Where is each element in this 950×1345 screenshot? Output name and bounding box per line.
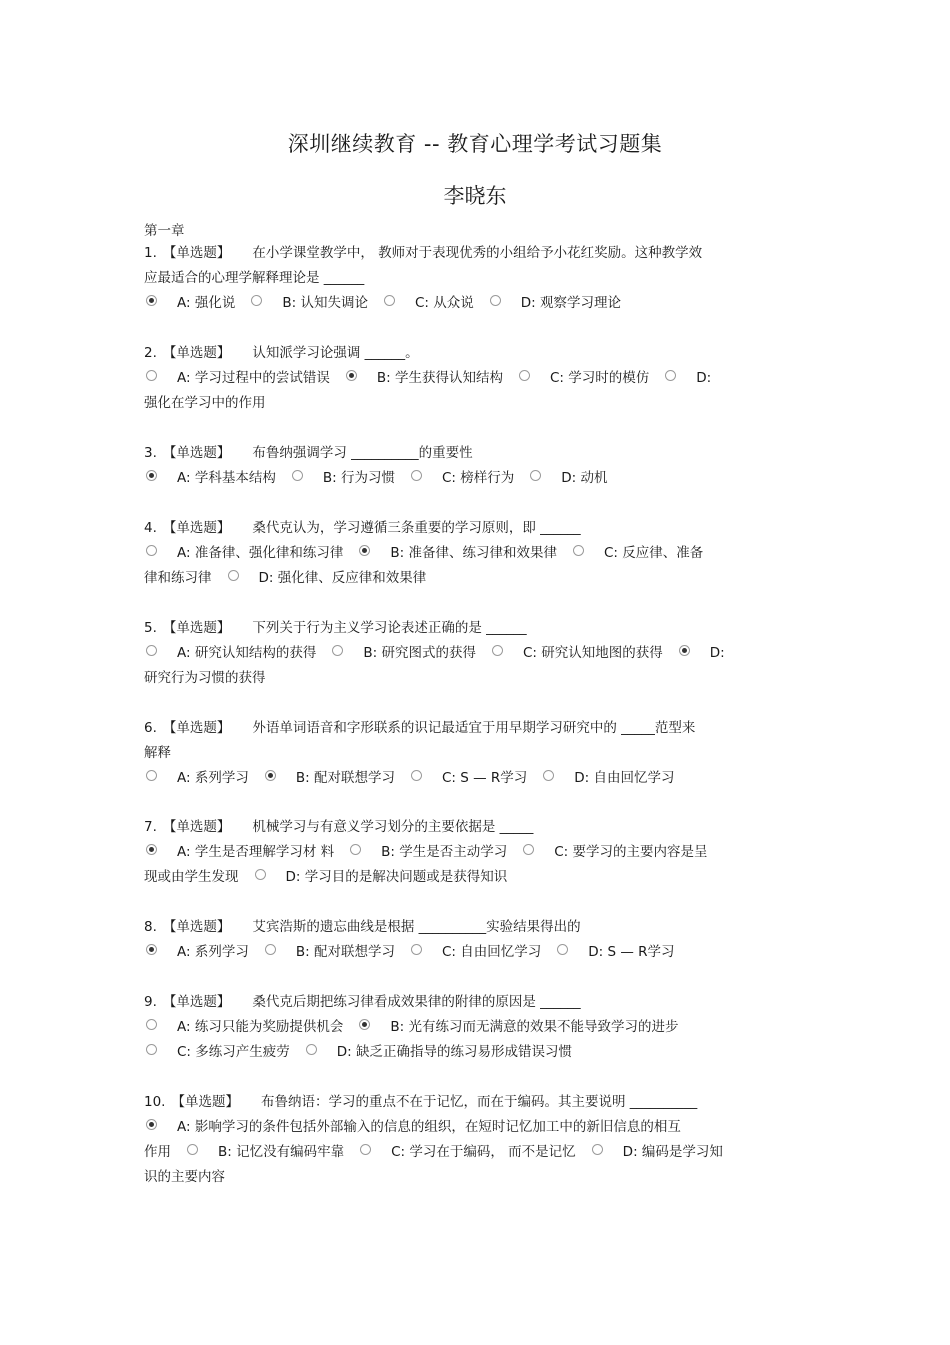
answer-radio[interactable] <box>411 770 422 781</box>
question-type: 【单选题】 <box>162 520 231 536</box>
options-line <box>144 1115 824 1140</box>
question-stem <box>144 341 824 366</box>
answer-radio[interactable] <box>146 645 157 656</box>
answer-radio[interactable] <box>265 770 276 781</box>
options-line <box>144 1140 824 1165</box>
answer-option-label: D: 观察学习理论 <box>520 295 621 311</box>
answer-option-label: D: S — R学习 <box>588 944 675 960</box>
options-line <box>144 291 824 316</box>
answer-radio[interactable] <box>251 295 262 306</box>
question-stem <box>144 990 824 1015</box>
answer-option-label: B: 准备律、练习律和效果律 <box>390 545 557 561</box>
options-line <box>144 541 824 566</box>
answer-option-label: A: 学生是否理解学习材 料 <box>177 844 335 860</box>
answer-option-label: A: 系列学习 <box>177 944 249 960</box>
question-stem <box>144 716 824 741</box>
answer-option-label: C: 学习时的模仿 <box>549 370 650 386</box>
question-type: 【单选题】 <box>162 345 231 361</box>
answer-radio[interactable] <box>146 944 157 955</box>
answer-option-label: B: 研究图式的获得 <box>363 645 476 661</box>
answer-option-label: D: <box>696 370 712 386</box>
answer-option-label: 律和练习律 <box>144 570 212 586</box>
answer-radio[interactable] <box>146 1119 157 1130</box>
question-type: 【单选题】 <box>162 245 231 261</box>
question-text: 桑代克认为，学习遵循三条重要的学习原则，即 ______ <box>252 520 581 536</box>
options-line <box>144 840 824 865</box>
answer-option-label: A: 强化说 <box>177 295 236 311</box>
question-4 <box>144 516 824 591</box>
answer-option-label: A: 学习过程中的尝试错误 <box>177 370 330 386</box>
options-line <box>144 366 824 391</box>
answer-option-label: 作用 <box>144 1144 171 1160</box>
answer-option-label: C: 多练习产生疲劳 <box>177 1044 290 1060</box>
question-2 <box>144 341 824 416</box>
answer-radio[interactable] <box>265 944 276 955</box>
options-line <box>144 641 824 666</box>
answer-radio[interactable] <box>360 1144 371 1155</box>
answer-option-label: B: 学生获得认知结构 <box>376 370 503 386</box>
question-number: 1. <box>144 245 157 261</box>
question-10 <box>144 1090 824 1190</box>
answer-option-label: B: 记忆没有编码牢靠 <box>218 1144 345 1160</box>
question-text-continued: 应最适合的心理学解释理论是 ______ <box>144 270 365 286</box>
answer-radio[interactable] <box>146 470 157 481</box>
answer-radio[interactable] <box>543 770 554 781</box>
question-type: 【单选题】 <box>171 1094 239 1110</box>
options-line <box>144 1015 824 1040</box>
answer-radio[interactable] <box>228 570 239 581</box>
answer-radio[interactable] <box>146 1044 157 1055</box>
answer-option-label: B: 光有练习而无满意的效果不能导致学习的进步 <box>390 1019 679 1035</box>
answer-radio[interactable] <box>665 370 676 381</box>
answer-option-label: B: 行为习惯 <box>322 470 395 486</box>
answer-radio[interactable] <box>146 844 157 855</box>
answer-option-label: C: 研究认知地图的获得 <box>522 645 663 661</box>
answer-radio[interactable] <box>492 645 503 656</box>
answer-radio[interactable] <box>573 545 584 556</box>
question-9 <box>144 990 824 1065</box>
answer-radio[interactable] <box>292 470 303 481</box>
question-stem <box>144 516 824 541</box>
question-number: 7. <box>144 819 157 835</box>
question-type: 【单选题】 <box>162 720 231 736</box>
answer-option-label: A: 准备律、强化律和练习律 <box>177 545 344 561</box>
answer-radio[interactable] <box>490 295 501 306</box>
answer-radio[interactable] <box>359 545 370 556</box>
answer-option-label: D: 强化律、反应律和效果律 <box>258 570 427 586</box>
chapter-heading: 第一章 <box>144 223 185 239</box>
answer-radio[interactable] <box>384 295 395 306</box>
question-stem <box>144 616 824 641</box>
answer-radio[interactable] <box>411 944 422 955</box>
question-stem <box>144 1090 824 1115</box>
answer-radio[interactable] <box>519 370 530 381</box>
answer-option-label: 强化在学习中的作用 <box>144 395 266 411</box>
answer-option-label: 研究行为习惯的获得 <box>144 670 266 686</box>
answer-option-label: C: 要学习的主要内容是呈 <box>554 844 708 860</box>
options-line <box>144 865 824 890</box>
answer-radio[interactable] <box>523 844 534 855</box>
question-text: 布鲁纳语：学习的重点不在于记忆，而在于编码。其主要说明 __________ <box>260 1094 698 1110</box>
answer-option-label: B: 配对联想学习 <box>295 770 395 786</box>
answer-option-label: A: 研究认知结构的获得 <box>177 645 317 661</box>
question-text: 认知派学习论强调 ______。 <box>252 345 419 361</box>
answer-option-label: D: 动机 <box>561 470 608 486</box>
question-number: 9. <box>144 994 157 1010</box>
options-line <box>144 566 824 591</box>
answer-option-label: D: 自由回忆学习 <box>574 770 675 786</box>
question-text: 艾宾浩斯的遗忘曲线是根据 __________实验结果得出的 <box>252 919 581 935</box>
question-stem <box>144 441 824 466</box>
question-stem <box>144 815 824 840</box>
question-type: 【单选题】 <box>162 994 231 1010</box>
answer-option-label: D: 编码是学习知 <box>622 1144 723 1160</box>
answer-radio[interactable] <box>146 770 157 781</box>
options-line <box>144 466 824 491</box>
question-number: 5. <box>144 620 157 636</box>
question-3 <box>144 441 824 491</box>
answer-option-label: C: 榜样行为 <box>441 470 515 486</box>
question-number: 6. <box>144 720 157 736</box>
question-number: 4. <box>144 520 157 536</box>
question-number: 3. <box>144 445 157 461</box>
answer-radio[interactable] <box>530 470 541 481</box>
options-line <box>144 940 824 965</box>
question-type: 【单选题】 <box>162 819 231 835</box>
question-text: 在小学课堂教学中， 教师对于表现优秀的小组给予小花红奖励。这种教学效 <box>252 245 703 261</box>
answer-radio[interactable] <box>306 1044 317 1055</box>
options-line <box>144 1165 824 1190</box>
question-text: 外语单词语音和字形联系的识记最适宜于用早期学习研究中的 _____范型来 <box>252 720 696 736</box>
answer-option-label: B: 配对联想学习 <box>295 944 395 960</box>
answer-option-label: D: 缺乏正确指导的练习易形成错误习惯 <box>336 1044 573 1060</box>
answer-radio[interactable] <box>146 295 157 306</box>
question-text: 布鲁纳强调学习 __________的重要性 <box>252 445 473 461</box>
answer-option-label: B: 认知失调论 <box>282 295 368 311</box>
question-type: 【单选题】 <box>162 919 231 935</box>
question-type: 【单选题】 <box>162 445 231 461</box>
answer-option-label: A: 影响学习的条件包括外部输入的信息的组织，在短时记忆加工中的新旧信息的相互 <box>177 1119 681 1135</box>
answer-option-label: C: 自由回忆学习 <box>441 944 542 960</box>
answer-option-label: 识的主要内容 <box>144 1169 225 1185</box>
question-number: 2. <box>144 345 157 361</box>
question-text: 下列关于行为主义学习论表述正确的是 ______ <box>252 620 527 636</box>
answer-option-label: D: <box>709 645 725 661</box>
question-8 <box>144 915 824 965</box>
answer-radio[interactable] <box>359 1019 370 1030</box>
answer-option-label: A: 系列学习 <box>177 770 249 786</box>
answer-option-label: C: 反应律、准备 <box>603 545 704 561</box>
question-stem <box>144 241 824 266</box>
document-title: 深圳继续教育 -- 教育心理学考试习题集 <box>287 132 663 156</box>
answer-option-label: C: S — R学习 <box>441 770 528 786</box>
answer-option-label: A: 学科基本结构 <box>177 470 276 486</box>
answer-radio[interactable] <box>187 1144 198 1155</box>
answer-radio[interactable] <box>592 1144 603 1155</box>
options-line <box>144 766 824 791</box>
answer-option-label: C: 学习在于编码， 而不是记忆 <box>391 1144 576 1160</box>
answer-radio[interactable] <box>411 470 422 481</box>
question-number: 8. <box>144 919 157 935</box>
options-line <box>144 391 824 416</box>
answer-radio[interactable] <box>679 645 690 656</box>
question-6 <box>144 716 824 791</box>
answer-radio[interactable] <box>146 545 157 556</box>
answer-radio[interactable] <box>146 1019 157 1030</box>
question-text: 桑代克后期把练习律看成效果律的附律的原因是 ______ <box>252 994 581 1010</box>
answer-option-label: 现或由学生发现 <box>144 869 239 885</box>
answer-radio[interactable] <box>146 370 157 381</box>
question-text-continued: 解释 <box>144 745 171 761</box>
answer-radio[interactable] <box>255 869 266 880</box>
options-line <box>144 1040 824 1065</box>
question-number: 10. <box>144 1094 166 1110</box>
answer-radio[interactable] <box>346 370 357 381</box>
answer-option-label: A: 练习只能为奖励提供机会 <box>177 1019 344 1035</box>
question-type: 【单选题】 <box>162 620 231 636</box>
question-stem <box>144 915 824 940</box>
answer-radio[interactable] <box>350 844 361 855</box>
document-author: 李晓东 <box>443 184 507 208</box>
options-line <box>144 666 824 691</box>
question-7 <box>144 815 824 890</box>
answer-radio[interactable] <box>332 645 343 656</box>
question-5 <box>144 616 824 691</box>
question-1 <box>144 241 824 316</box>
answer-radio[interactable] <box>557 944 568 955</box>
answer-option-label: B: 学生是否主动学习 <box>381 844 508 860</box>
answer-option-label: D: 学习目的是解决问题或是获得知识 <box>285 869 508 885</box>
answer-option-label: C: 从众说 <box>414 295 474 311</box>
question-text: 机械学习与有意义学习划分的主要依据是 _____ <box>252 819 534 835</box>
